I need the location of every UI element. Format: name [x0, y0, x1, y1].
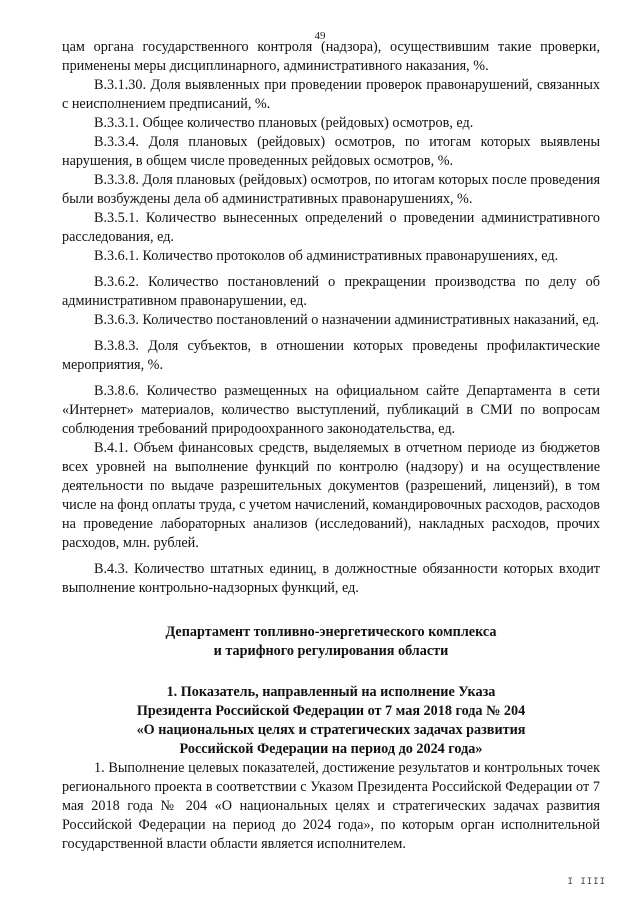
- department-heading-line1: Департамент топливно-энергетического комплекса: [165, 624, 497, 640]
- paragraph-b4-1: В.4.1. Объем финансовых средств, выделяемых в отчетном периоде из бюджетов всех уровней на выполнение функций по контролю (надзору) и на осуществление деятельности по выдаче разрешительных документов (разрешений, лицензий), в том числе на фонд оплаты труда, с учетом начислений, командировочных расходов, расходов на проведение лабораторных анализов (исследований), накладных расходов, прочих расходов, млн. рублей.: [62, 440, 601, 551]
- paragraph-b3-6-3: В.3.6.3. Количество постановлений о назначении административных наказаний, ед.: [94, 312, 600, 328]
- paragraph-b3-5-1: В.3.5.1. Количество вынесенных определений о проведении административного расследования, ед.: [62, 210, 600, 245]
- paragraph-b3-8-6: В.3.8.6. Количество размещенных на официальном сайте Департамента в сети «Интернет» материалов, количество выступлений, публикаций в СМИ по вопросам соблюдения требований природоохранного законодательства, ед.: [62, 383, 600, 437]
- paragraph-indicator-1: 1. Выполнение целевых показателей, достижение результатов и контрольных точек регионального проекта в соответствии с Указом Президента Российской Федерации от 7 мая 2018 года № 204 «О национальных целях и стратегических задачах развития Российской Федерации на период до 2024 года», по которым орган исполнительной государственной власти области является исполнителем.: [62, 760, 600, 852]
- department-heading-line2: и тарифного регулирования области: [213, 643, 449, 659]
- paragraph-b4-3: В.4.3. Количество штатных единиц, в должностные обязанности которых входит выполнение контрольно-надзорных функций, ед.: [62, 561, 600, 596]
- paragraph-b3-6-2: В.3.6.2. Количество постановлений о прекращении производства по делу об административном правонарушении, ед.: [62, 274, 600, 309]
- paragraph-b3-8-3: В.3.8.3. Доля субъектов, в отношении которых проведены профилактические мероприятия, %.: [62, 338, 600, 373]
- scan-mark: I IIII: [567, 877, 606, 887]
- page-number: 49: [314, 30, 326, 42]
- paragraph-b3-3-1: В.3.3.1. Общее количество плановых (рейдовых) осмотров, ед.: [94, 115, 474, 131]
- paragraph-b3-3-8: В.3.3.8. Доля плановых (рейдовых) осмотров, по итогам которых после проведения были возбуждены дела об административных правонарушениях, %.: [62, 172, 600, 207]
- document-body: [62, 38, 600, 854]
- indicator-heading-line4: Российской Федерации на период до 2024 года»: [179, 741, 483, 757]
- indicator-heading-line3: «О национальных целях и стратегических задачах развития: [136, 722, 526, 738]
- paragraph-continuation: цам органа государственного контроля (надзора), осуществившим такие проверки, применены меры дисциплинарного, административного наказания, %.: [62, 39, 600, 74]
- paragraph-b3-1-30: В.3.1.30. Доля выявленных при проведении проверок правонарушений, связанных с неисполнением предписаний, %.: [62, 77, 600, 112]
- department-heading: [62, 623, 600, 661]
- paragraph-b3-6-1: В.3.6.1. Количество протоколов об административных правонарушениях, ед.: [94, 248, 559, 264]
- indicator-heading-line2: Президента Российской Федерации от 7 мая 2018 года № 204: [136, 703, 526, 719]
- indicator-heading: [62, 683, 600, 759]
- indicator-heading-line1: 1. Показатель, направленный на исполнение Указа: [166, 684, 496, 700]
- paragraph-b3-3-4: В.3.3.4. Доля плановых (рейдовых) осмотров, по итогам которых выявлены нарушения, в общем числе проведенных рейдовых осмотров, %.: [62, 134, 600, 169]
